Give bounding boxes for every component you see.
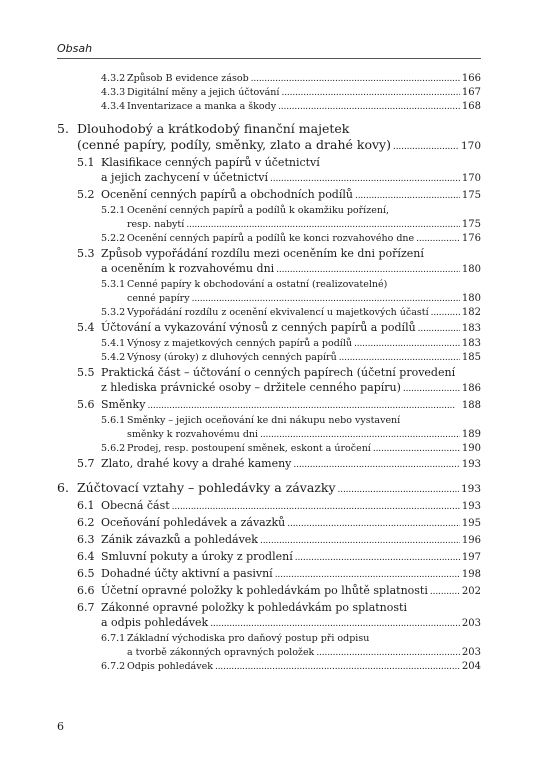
dot-leader <box>373 442 460 456</box>
dot-leader <box>287 517 460 532</box>
toc-entry-number: 6.5 <box>77 567 95 580</box>
dot-leader <box>278 100 460 114</box>
toc-entry-title: Prodej, resp. postoupení směnek, eskont a úročení <box>127 443 371 454</box>
header-rule <box>57 58 481 59</box>
toc-entry[interactable] <box>77 456 481 473</box>
toc-entry-title: Zlato, drahé kovy a drahé kameny <box>101 457 292 470</box>
dot-leader <box>186 218 460 232</box>
toc-page-number: 204 <box>461 661 481 672</box>
toc-entry[interactable] <box>101 278 481 306</box>
toc-entry[interactable] <box>101 86 481 100</box>
toc-entry[interactable] <box>77 583 481 600</box>
toc-entry-number: 4.3.4 <box>101 101 126 112</box>
toc-entry-number: 6.7.1 <box>101 633 126 644</box>
toc-entry-number: 6. <box>57 480 69 495</box>
toc-page-number: 190 <box>461 443 481 454</box>
toc-entry-title: Vypořádání rozdílu z ocenění ekvivalencí u majetkových účastí <box>127 307 429 318</box>
toc-entry-number: 5.3.1 <box>101 279 126 290</box>
toc-entry-title: Ocenění cenných papírů a obchodních podílů <box>101 188 353 201</box>
toc-entry-title: Výnosy z majetkových cenných papírů a podílů <box>127 338 353 349</box>
toc-entry-title: Smluvní pokuty a úroky z prodlení <box>101 550 293 563</box>
toc-entry[interactable] <box>77 549 481 566</box>
toc-entry[interactable] <box>57 480 481 498</box>
toc-page-number: 180 <box>461 264 481 275</box>
dot-leader <box>281 86 459 100</box>
toc-page-number: 193 <box>461 501 481 512</box>
toc-page-number: 188 <box>461 400 481 411</box>
toc-entry-title: Klasifikace cenných papírů v účetnictví <box>101 156 320 169</box>
toc-page-number: 176 <box>461 233 481 244</box>
toc-entry-number: 5. <box>57 121 69 136</box>
toc-entry[interactable] <box>77 187 481 204</box>
dot-leader <box>260 534 460 549</box>
toc-entry-number: 5.4 <box>77 321 95 334</box>
toc-page-number: 183 <box>461 338 481 349</box>
table-of-contents <box>57 72 481 674</box>
toc-page-number: 186 <box>461 383 481 394</box>
toc-page-number: 167 <box>461 87 481 98</box>
toc-entry-number: 5.3.2 <box>101 307 126 318</box>
toc-entry[interactable] <box>101 232 481 246</box>
toc-entry-title: Dohadné účty aktivní a pasivní <box>101 567 273 580</box>
dot-leader <box>393 139 459 155</box>
toc-entry-title: Způsob vypořádání rozdílu mezi oceněním ke dni pořízení <box>101 247 424 260</box>
dot-leader <box>339 351 460 365</box>
toc-page-number: 170 <box>460 140 481 152</box>
toc-entry-title: Směnky <box>101 398 146 411</box>
toc-entry-title: Účetní opravné položky k pohledávkám po lhůtě splatnosti <box>101 584 428 597</box>
toc-page-number: 195 <box>461 518 481 529</box>
toc-entry-number: 5.4.2 <box>101 352 126 363</box>
toc-entry-title: Výnosy (úroky) z dluhových cenných papírů <box>127 352 337 363</box>
toc-entry[interactable] <box>101 72 481 86</box>
dot-leader <box>251 72 460 86</box>
toc-entry[interactable] <box>101 632 481 660</box>
toc-entry-number: 5.2 <box>77 188 95 201</box>
toc-entry-title: Způsob B evidence zásob <box>127 73 249 84</box>
toc-entry[interactable] <box>77 397 481 414</box>
dot-leader <box>270 172 460 187</box>
toc-entry-title: Základní východiska pro daňový postup při odpisu <box>127 633 370 644</box>
toc-page-number: 168 <box>461 101 481 112</box>
dot-leader <box>354 337 460 351</box>
toc-entry-number: 5.5 <box>77 366 95 379</box>
toc-entry[interactable] <box>101 100 481 114</box>
toc-entry-title: Oceňování pohledávek a závazků <box>101 516 286 529</box>
toc-page-number: 202 <box>461 586 481 597</box>
toc-page-number: 203 <box>461 618 481 629</box>
toc-entry[interactable] <box>101 306 481 320</box>
toc-entry-title: Dlouhodobý a krátkodobý finanční majetek <box>77 121 350 136</box>
toc-entry-title: a odpis pohledávek <box>101 616 209 629</box>
toc-page-number: 182 <box>461 307 481 318</box>
toc-entry[interactable] <box>101 414 481 442</box>
toc-entry-number: 6.6 <box>77 584 95 597</box>
toc-entry-title: Odpis pohledávek <box>127 661 213 672</box>
toc-entry-number: 5.7 <box>77 457 95 470</box>
toc-entry-number: 5.3 <box>77 247 95 260</box>
toc-entry-number: 6.7.2 <box>101 661 126 672</box>
toc-page-number: 185 <box>461 352 481 363</box>
dot-leader <box>276 263 460 278</box>
toc-entry-title: Ocenění cenných papírů a podílů k okamžiku pořízení, <box>127 205 390 216</box>
toc-page-number: 193 <box>460 483 481 495</box>
toc-entry-number: 5.2.1 <box>101 205 126 216</box>
toc-entry-title: Digitální měny a jejich účtování <box>127 87 280 98</box>
toc-entry-title: (cenné papíry, podíly, směnky, zlato a drahé kovy) <box>77 137 391 152</box>
dot-leader <box>275 568 460 583</box>
toc-entry-number: 6.2 <box>77 516 95 529</box>
toc-entry-number: 6.1 <box>77 499 95 512</box>
toc-entry[interactable] <box>77 498 481 515</box>
toc-entry-number: 5.6.1 <box>101 415 126 426</box>
toc-entry-title: Zánik závazků a pohledávek <box>101 533 258 546</box>
toc-entry-title: Směnky – jejich oceňování ke dni nákupu nebo vystavení <box>127 415 401 426</box>
toc-entry[interactable] <box>101 204 481 232</box>
dot-leader <box>418 322 460 337</box>
toc-page-number: 166 <box>461 73 481 84</box>
toc-entry-number: 4.3.2 <box>101 73 126 84</box>
dot-leader <box>355 189 460 204</box>
toc-entry-title: z hlediska právnické osoby – držitele cenného papíru) <box>101 381 401 394</box>
toc-entry-title: a jejich zachycení v účetnictví <box>101 171 269 184</box>
dot-leader <box>431 306 460 320</box>
dot-leader <box>416 232 460 246</box>
toc-entry-title: Účtování a vykazování výnosů z cenných papírů a podílů <box>101 321 416 334</box>
toc-entry-title: Inventarizace a manka a škody <box>127 101 277 112</box>
dot-leader <box>215 660 460 674</box>
toc-page-number: 170 <box>461 173 481 184</box>
toc-entry[interactable] <box>77 600 481 632</box>
toc-entry[interactable] <box>77 155 481 187</box>
toc-entry-title: Zúčtovací vztahy – pohledávky a závazky <box>77 480 336 495</box>
dot-leader <box>293 458 460 473</box>
dot-leader <box>260 428 460 442</box>
toc-entry[interactable] <box>57 121 481 155</box>
running-head: Obsah <box>57 42 93 55</box>
dot-leader <box>172 500 460 515</box>
toc-page-number: 198 <box>461 569 481 580</box>
toc-entry-number: 4.3.3 <box>101 87 126 98</box>
toc-page-number: 197 <box>461 552 481 563</box>
toc-page-number: 175 <box>461 190 481 201</box>
toc-entry[interactable] <box>77 532 481 549</box>
toc-entry-title: Praktická část – účtování o cenných papírech (účetní provedení <box>101 366 456 379</box>
toc-entry-title: směnky k rozvahovému dni <box>127 429 259 440</box>
toc-entry-number: 5.2.2 <box>101 233 126 244</box>
toc-page-number: 180 <box>461 293 481 304</box>
dot-leader <box>295 551 460 566</box>
toc-entry[interactable] <box>101 351 481 365</box>
toc-entry-title: a oceněním k rozvahovému dni <box>101 262 275 275</box>
toc-entry-title: Zákonné opravné položky k pohledávkám po splatnosti <box>101 601 407 614</box>
toc-entry[interactable] <box>101 660 481 674</box>
toc-entry[interactable] <box>77 566 481 583</box>
toc-entry-title: Ocenění cenných papírů a podílů ke konci rozvahového dne <box>127 233 415 244</box>
toc-entry-number: 5.4.1 <box>101 338 126 349</box>
toc-entry-number: 5.6 <box>77 398 95 411</box>
toc-entry[interactable] <box>77 515 481 532</box>
toc-page-number: 175 <box>461 219 481 230</box>
toc-page-number: 189 <box>461 429 481 440</box>
toc-entry[interactable] <box>101 337 481 351</box>
toc-entry-number: 6.7 <box>77 601 95 614</box>
page-number: 6 <box>57 720 64 733</box>
toc-entry-title: Cenné papíry k obchodování a ostatní (realizovatelné) <box>127 279 388 290</box>
toc-entry-title: resp. nabytí <box>127 219 185 230</box>
toc-entry-title: a tvorbě zákonných opravných položek <box>127 647 315 658</box>
toc-page-number: 196 <box>461 535 481 546</box>
toc-page-number: 203 <box>461 647 481 658</box>
toc-entry[interactable] <box>77 320 481 337</box>
toc-entry[interactable] <box>77 246 481 278</box>
toc-entry-number: 6.3 <box>77 533 95 546</box>
toc-entry-title: cenné papíry <box>127 293 190 304</box>
toc-entry[interactable] <box>77 365 481 397</box>
toc-entry-number: 5.6.2 <box>101 443 126 454</box>
toc-page-number: 193 <box>461 459 481 470</box>
toc-entry-title: Obecná část <box>101 499 170 512</box>
toc-entry[interactable] <box>101 442 481 456</box>
dot-leader <box>316 646 460 660</box>
dot-leader <box>403 382 460 397</box>
dot-leader <box>192 292 460 306</box>
chapter-spacer <box>57 473 481 480</box>
dot-leader <box>430 585 460 600</box>
toc-entry-number: 5.1 <box>77 156 95 169</box>
chapter-spacer <box>57 114 481 121</box>
toc-entry-number: 6.4 <box>77 550 95 563</box>
dot-leader <box>338 482 459 498</box>
toc-page-number: 183 <box>461 323 481 334</box>
dot-leader <box>147 399 459 414</box>
dot-leader <box>210 617 460 632</box>
